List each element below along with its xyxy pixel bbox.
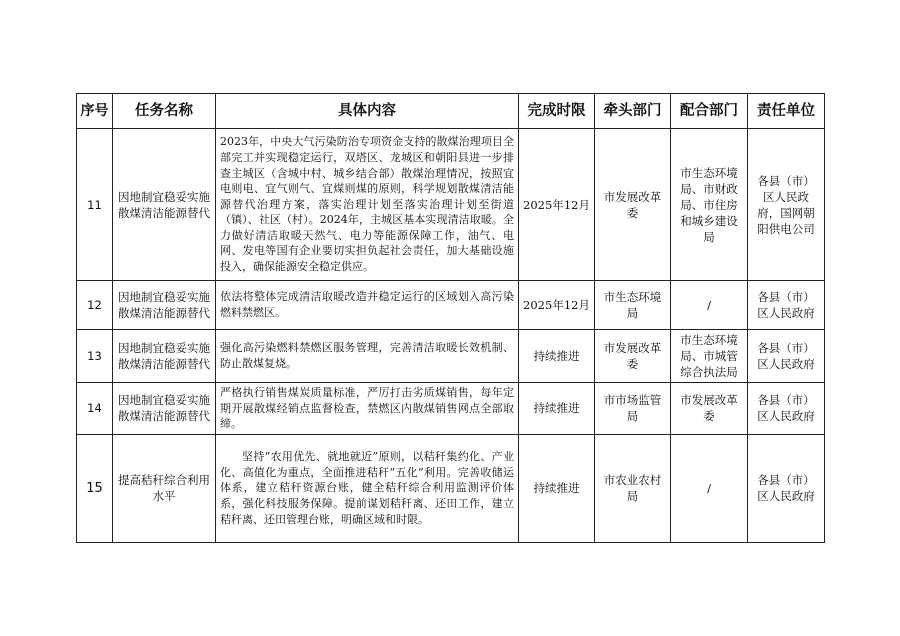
table-row <box>77 383 825 435</box>
cell-index: 11 <box>77 129 113 281</box>
cell-cooperate: / <box>671 281 748 330</box>
header-deadline: 完成时限 <box>519 94 595 129</box>
cell-deadline: 持续推进 <box>519 330 595 383</box>
cell-deadline: 2025年12月 <box>519 281 595 330</box>
cell-index: 13 <box>77 330 113 383</box>
cell-index: 15 <box>77 434 113 542</box>
cell-lead: 市农业农村局 <box>595 434 671 542</box>
cell-responsible: 各县（市）区人民政府，国网朝阳供电公司 <box>748 129 825 281</box>
table-row <box>77 129 825 281</box>
cell-task: 提高秸秆综合利用水平 <box>113 434 216 542</box>
header-lead: 牵头部门 <box>595 94 671 129</box>
cell-content: 坚持“农用优先、就地就近”原则，以秸秆集约化、产业化、高值化为重点，全面推进秸秆“五化”利用。完善收储运体系，建立秸秆资源台账，健全秸秆综合利用监测评价体系，强化科技服务保障。提前谋划秸秆离、还田工作，建立秸秆离、还田管理台账，明确区域和时限。 <box>216 434 519 542</box>
header-task: 任务名称 <box>113 94 216 129</box>
task-table <box>76 93 825 543</box>
cell-cooperate: 市生态环境局、市财政局、市住房和城乡建设局 <box>671 129 748 281</box>
header-index: 序号 <box>77 94 113 129</box>
cell-responsible: 各县（市）区人民政府 <box>748 330 825 383</box>
cell-content: 严格执行销售煤炭质量标准，严厉打击劣质煤销售，每年定期开展散煤经销点监督检查，禁燃区内散煤销售网点全部取缔。 <box>216 383 519 435</box>
cell-content: 2023年，中央大气污染防治专项资金支持的散煤治理项目全部完工并实现稳定运行，双塔区、龙城区和朝阳县进一步排查主城区（含城中村、城乡结合部）散煤治理情况，按照宜电则电、宜气则气、宜煤则煤的原则，科学规划散煤清洁能源替代治理方案，落实治理计划至落实治理计划至街道（镇）、社区（村）。2024年，主城区基本实现清洁取暖。全力做好清洁取暖天然气、电力等能源保障工作，油气、电网、发电等国有企业要切实担负起社会责任，加大基础设施投入，确保能源安全稳定供应。 <box>216 129 519 281</box>
cell-responsible: 各县（市）区人民政府 <box>748 281 825 330</box>
cell-task: 因地制宜稳妥实施散煤清洁能源替代 <box>113 330 216 383</box>
cell-deadline: 持续推进 <box>519 434 595 542</box>
cell-responsible: 各县（市）区人民政府 <box>748 383 825 435</box>
header-responsible: 责任单位 <box>748 94 825 129</box>
cell-deadline: 2025年12月 <box>519 129 595 281</box>
cell-task: 因地制宜稳妥实施散煤清洁能源替代 <box>113 129 216 281</box>
cell-cooperate: / <box>671 434 748 542</box>
cell-deadline: 持续推进 <box>519 383 595 435</box>
cell-content: 依法将整体完成清洁取暖改造并稳定运行的区域划入高污染燃料禁燃区。 <box>216 281 519 330</box>
cell-task: 因地制宜稳妥实施散煤清洁能源替代 <box>113 383 216 435</box>
cell-cooperate: 市生态环境局、市城管综合执法局 <box>671 330 748 383</box>
header-row <box>77 94 825 129</box>
cell-task: 因地制宜稳妥实施散煤清洁能源替代 <box>113 281 216 330</box>
cell-content: 强化高污染燃料禁燃区服务管理，完善清洁取暖长效机制、防止散煤复烧。 <box>216 330 519 383</box>
cell-lead: 市生态环境局 <box>595 281 671 330</box>
cell-lead: 市发展改革委 <box>595 330 671 383</box>
table-row <box>77 281 825 330</box>
cell-responsible: 各县（市）区人民政府 <box>748 434 825 542</box>
cell-cooperate: 市发展改革委 <box>671 383 748 435</box>
cell-index: 12 <box>77 281 113 330</box>
table-row <box>77 330 825 383</box>
cell-lead: 市发展改革委 <box>595 129 671 281</box>
header-content: 具体内容 <box>216 94 519 129</box>
table-row <box>77 434 825 542</box>
cell-index: 14 <box>77 383 113 435</box>
header-cooperate: 配合部门 <box>671 94 748 129</box>
cell-lead: 市市场监管局 <box>595 383 671 435</box>
